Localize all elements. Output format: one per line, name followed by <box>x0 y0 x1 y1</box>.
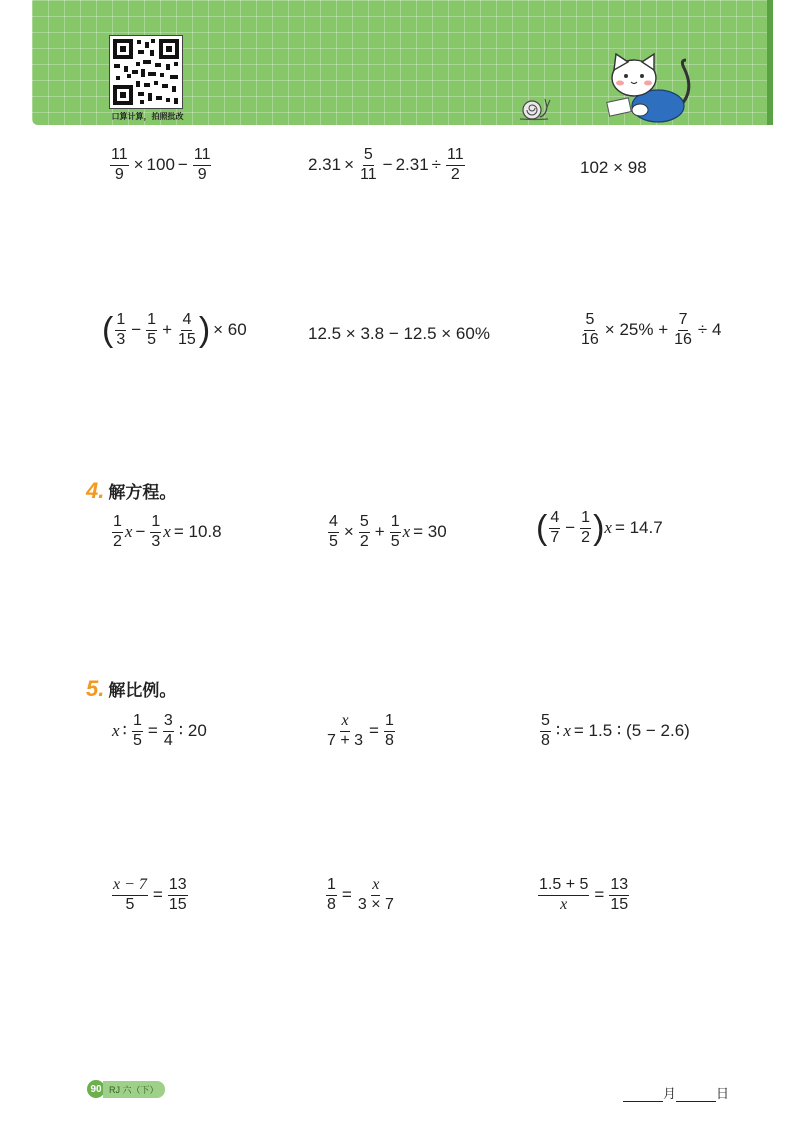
fraction: $\frac{11}{2}$ <box>447 146 464 183</box>
banner-edge <box>767 0 773 125</box>
cat-mascot-icon <box>600 48 700 126</box>
proportion-5: $\frac{1}{8}$ = $\frac{x}{3 \times 7}$ <box>327 876 394 913</box>
section-title: 解比例。 <box>108 681 177 700</box>
fraction: $\frac{5}{8}$ <box>541 712 550 749</box>
fraction: $\frac{1}{8}$ <box>384 712 394 749</box>
calc-problem-1: $\frac{11}{9}$ × 100 − $\frac{11}{9}$ <box>111 146 211 183</box>
section-4-heading <box>86 478 176 504</box>
fraction: $\frac{4}{7}$ <box>550 509 560 546</box>
equation-3: ( $\frac{4}{7}$ − $\frac{1}{2}$ ) x = 14.7 <box>536 509 663 548</box>
fraction: $\frac{5}{11}$ <box>360 146 377 183</box>
section-number: 4. <box>86 478 105 503</box>
proportion-4: $\frac{x - 7}{5}$ = $\frac{13}{15}$ <box>113 876 187 913</box>
fraction: $\frac{4}{5}$ <box>329 513 338 550</box>
month-label: 月 <box>663 1086 677 1101</box>
fraction: $\frac{1}{3}$ <box>116 311 126 348</box>
proportion-1: x ∶ $\frac{1}{5}$ = $\frac{3}{4}$ ∶ 20 <box>112 712 207 749</box>
day-label: 日 <box>716 1086 730 1101</box>
fraction: $\frac{x - 7}{5}$ <box>113 876 147 913</box>
fraction: $\frac{1}{5}$ <box>147 311 157 348</box>
snail-icon <box>518 93 554 121</box>
month-blank[interactable] <box>623 1087 663 1102</box>
fraction: $\frac{3}{4}$ <box>163 712 173 749</box>
calc-problem-4: ( $\frac{1}{3}$ − $\frac{1}{5}$ + $\frac{4}{15}$ ) × 60 <box>102 311 247 350</box>
fraction: $\frac{11}{9}$ <box>111 146 128 183</box>
qr-caption: 口算计算，拍照批改 <box>111 112 184 121</box>
fraction: $\frac{1}{8}$ <box>327 876 336 913</box>
fraction: $\frac{11}{9}$ <box>193 146 211 183</box>
fraction: $\frac{13}{15}$ <box>610 876 629 913</box>
proportion-2: $\frac{x}{7 + 3}$ = $\frac{1}{8}$ <box>327 712 394 749</box>
equation-1: $\frac{1}{2}$ x − $\frac{1}{3}$ x = 10.8 <box>113 513 222 550</box>
calc-problem-5: 12.5 × 3.8 − 12.5 × 60% <box>308 324 490 343</box>
date-field <box>623 1083 729 1102</box>
page-number: 90 <box>87 1080 105 1098</box>
qr-code-icon[interactable] <box>109 35 183 109</box>
fraction: $\frac{1}{3}$ <box>151 513 161 550</box>
fraction: $\frac{1}{2}$ <box>113 513 122 550</box>
section-number: 5. <box>86 676 105 701</box>
calc-problem-6: $\frac{5}{16}$ × 25% + $\frac{7}{16}$ ÷ 4 <box>581 311 722 348</box>
proportion-6: $\frac{1.5 + 5}{x}$ = $\frac{13}{15}$ <box>539 876 629 913</box>
section-5-heading <box>86 676 176 702</box>
day-blank[interactable] <box>676 1087 716 1102</box>
section-title: 解方程。 <box>108 483 177 502</box>
fraction: $\frac{1}{2}$ <box>581 509 591 546</box>
fraction: $\frac{1.5 + 5}{x}$ <box>539 876 589 913</box>
calc-problem-2: 2.31 × $\frac{5}{11}$ − 2.31 ÷ $\frac{11}{2}$ <box>308 146 464 183</box>
equation-2: $\frac{4}{5}$ × $\frac{5}{2}$ + $\frac{1}{5}$ x = 30 <box>329 513 447 550</box>
page-badge <box>87 1080 165 1098</box>
fraction: $\frac{1}{5}$ <box>390 513 400 550</box>
fraction: $\frac{1}{5}$ <box>132 712 142 749</box>
fraction: $\frac{5}{16}$ <box>581 311 599 348</box>
edition-label: RJ 六（下） <box>103 1081 165 1098</box>
calc-problem-3: 102 × 98 <box>580 158 647 177</box>
fraction: $\frac{7}{16}$ <box>674 311 692 348</box>
fraction: $\frac{4}{15}$ <box>178 311 196 348</box>
fraction: $\frac{x}{3 \times 7}$ <box>357 876 394 913</box>
fraction: $\frac{5}{2}$ <box>359 513 369 550</box>
fraction: $\frac{x}{7 + 3}$ <box>327 712 364 749</box>
proportion-3: $\frac{5}{8}$ ∶ x = 1.5 ∶ (5 − 2.6) <box>541 712 690 749</box>
fraction: $\frac{13}{15}$ <box>168 876 187 913</box>
